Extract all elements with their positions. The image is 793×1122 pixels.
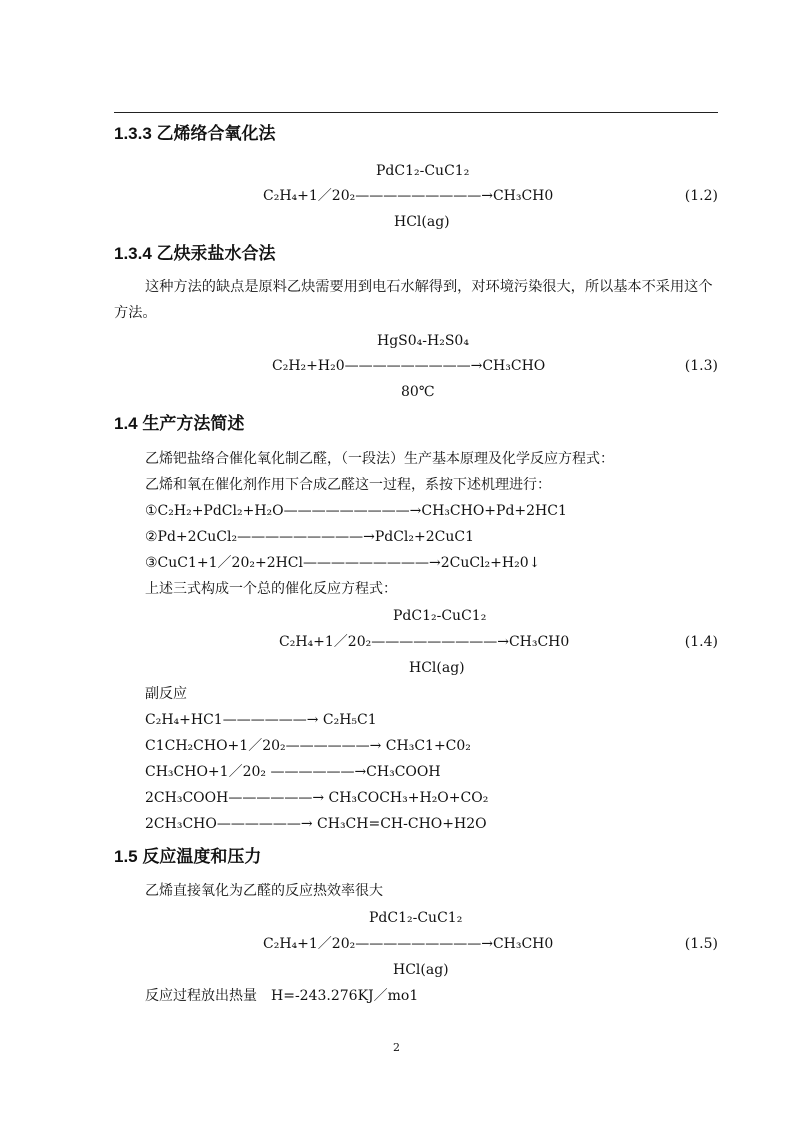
section-heading-1-5: 1.5 反应温度和压力 bbox=[114, 847, 262, 866]
eq-1-4-medium: HCl(ag) bbox=[409, 660, 465, 676]
eq-1-4-reaction: C₂H₄+1／20₂—————————→CH₃CH0 bbox=[279, 634, 570, 650]
section-heading-1-3-3: 1.3.3 乙烯络合氧化法 bbox=[114, 124, 276, 143]
eq-1-5-reaction: C₂H₄+1／20₂—————————→CH₃CH0 bbox=[263, 936, 554, 952]
eq-1-2-number: (1.2) bbox=[684, 188, 718, 204]
side-reaction-1: C₂H₄+HC1——————→ C₂H₅C1 bbox=[145, 712, 377, 728]
eq-1-3-catalyst: HgS0₄-H₂S0₄ bbox=[377, 333, 469, 349]
mechanism-step-1: ①C₂H₂+PdCl₂+H₂O—————————→CH₃CHO+Pd+2HC1 bbox=[145, 503, 567, 519]
section-heading-1-3-4: 1.3.4 乙炔汞盐水合法 bbox=[114, 244, 276, 263]
side-reaction-4: 2CH₃COOH——————→ CH₃COCH₃+H₂O+CO₂ bbox=[145, 790, 489, 806]
eq-1-4-number: (1.4) bbox=[684, 634, 718, 650]
eq-1-2-medium: HCl(ag) bbox=[394, 214, 450, 230]
eq-1-2-reaction: C₂H₄+1／20₂—————————→CH₃CH0 bbox=[263, 188, 554, 204]
eq-1-5-catalyst: PdC1₂-CuC1₂ bbox=[369, 910, 463, 926]
eq-1-5-number: (1.5) bbox=[684, 936, 718, 952]
mechanism-step-2: ②Pd+2CuCl₂—————————→PdCl₂+2CuC1 bbox=[145, 529, 474, 545]
intro-1-4-line1: 乙烯钯盐络合催化氧化制乙醛，（一段法）生产基本原理及化学反应方程式： bbox=[145, 451, 614, 467]
header-rule bbox=[114, 112, 718, 113]
eq-1-2-catalyst: PdC1₂-CuC1₂ bbox=[376, 163, 470, 179]
side-reaction-2: C1CH₂CHO+1／20₂——————→ CH₃C1+C0₂ bbox=[145, 738, 471, 754]
mechanism-step-3: ③CuC1+1／20₂+2HCl—————————→2CuCl₂+H₂0↓ bbox=[145, 555, 541, 571]
eq-1-3-reaction: C₂H₂+H₂0—————————→CH₃CHO bbox=[272, 358, 546, 374]
side-reaction-3: CH₃CHO+1／20₂ ——————→CH₃COOH bbox=[145, 764, 441, 780]
eq-1-3-number: (1.3) bbox=[684, 358, 718, 374]
eq-1-4-catalyst: PdC1₂-CuC1₂ bbox=[393, 608, 487, 624]
eq-1-3-condition: 80℃ bbox=[401, 384, 435, 400]
intro-1-4-line2: 乙烯和氧在催化剂作用下合成乙醛这一过程，系按下述机理进行： bbox=[145, 477, 551, 493]
total-reaction-intro: 上述三式构成一个总的催化反应方程式： bbox=[145, 581, 397, 597]
side-reaction-5: 2CH₃CHO——————→ CH₃CH=CH-CHO+H2O bbox=[145, 816, 487, 832]
section-heading-1-4: 1.4 生产方法简述 bbox=[114, 414, 245, 433]
side-reaction-title: 副反应 bbox=[145, 686, 187, 702]
heat-release-line: 反应过程放出热量 H=-243.276KJ／mo1 bbox=[145, 988, 419, 1004]
eq-1-5-medium: HCl(ag) bbox=[393, 962, 449, 978]
intro-1-5: 乙烯直接氧化为乙醛的反应热效率很大 bbox=[145, 883, 383, 899]
page-number: 2 bbox=[393, 1041, 400, 1054]
paragraph-1-3-4: 这种方法的缺点是原料乙炔需要用到电石水解得到，对环境污染很大，所以基本不采用这个方法。 bbox=[114, 279, 713, 321]
